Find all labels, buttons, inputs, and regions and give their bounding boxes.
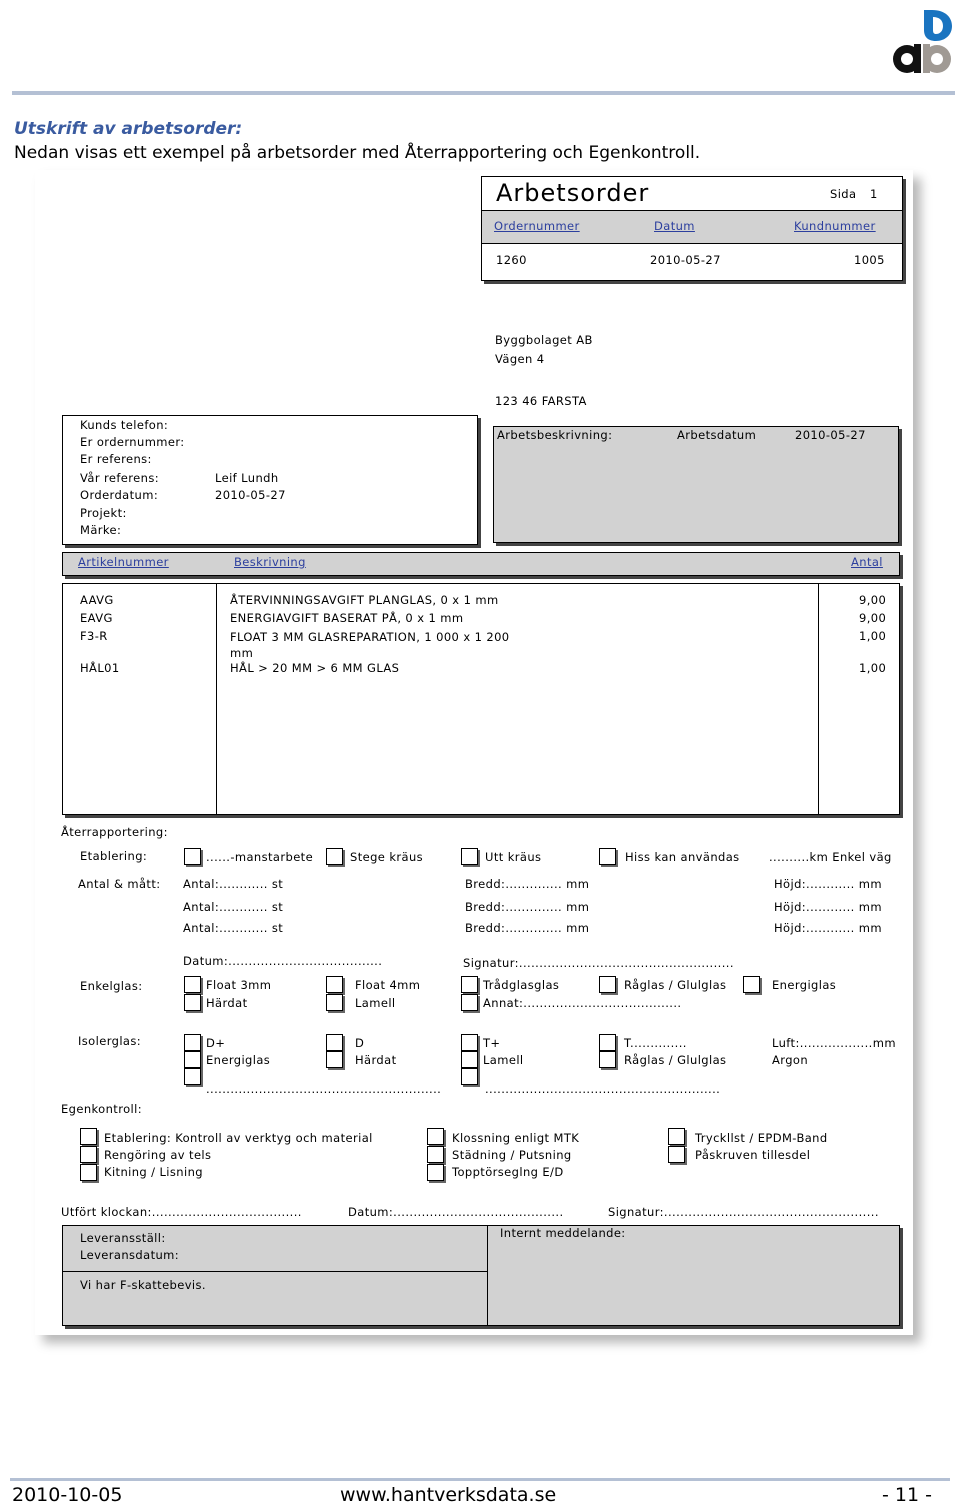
egenkontroll-checkbox[interactable]: [668, 1128, 685, 1145]
delivery-label: Leveransställ:: [80, 1231, 166, 1245]
items-header-bar: [62, 552, 900, 576]
enkelglas-option: Annat:.......................................: [483, 996, 682, 1010]
etablering-checkbox[interactable]: [184, 848, 201, 865]
enkelglas-checkbox[interactable]: [743, 976, 760, 993]
etablering-option: Hiss kan användas: [625, 850, 740, 864]
etablering-option: ..........km Enkel väg: [769, 850, 892, 864]
egenkontroll-item: Städning / Putsning: [452, 1148, 572, 1162]
order-header-box: [481, 176, 903, 281]
footer-date: 2010-10-05: [12, 1484, 123, 1506]
customer-label: Kunds telefon:: [80, 418, 169, 432]
isolerglas-option: Argon: [772, 1053, 809, 1067]
isolerglas-checkbox[interactable]: [461, 1068, 478, 1085]
egenkontroll-item: Kitning / Lisning: [104, 1165, 203, 1179]
aterrapportering-heading: Återrapportering:: [61, 825, 168, 839]
enkelglas-checkbox[interactable]: [184, 976, 201, 993]
page-number: 1: [870, 187, 878, 201]
items-header-desc: Beskrivning: [234, 555, 306, 569]
items-header-art: Artikelnummer: [78, 555, 169, 569]
delivery-box: [62, 1225, 900, 1326]
bredd-field: Bredd:.............. mm: [465, 877, 590, 891]
items-table: [62, 583, 900, 815]
isolerglas-other-line: ..........................................................: [485, 1082, 721, 1096]
etablering-checkbox[interactable]: [599, 848, 616, 865]
isolerglas-checkbox[interactable]: [599, 1051, 616, 1068]
customer-value: Leif Lundh: [215, 471, 279, 485]
utfort-klockan-line: Utfört klockan:.....................................: [61, 1205, 302, 1219]
items-header-qty: Antal: [851, 555, 883, 569]
etablering-option: Utt kräus: [485, 850, 542, 864]
antal-field: Antal:............ st: [183, 921, 284, 935]
isolerglas-checkbox[interactable]: [184, 1034, 201, 1051]
antal-field: Antal:............ st: [183, 900, 284, 914]
enkelglas-checkbox[interactable]: [326, 976, 343, 993]
customer-info-box: [62, 415, 478, 545]
column-datum: Datum: [654, 219, 695, 233]
enkelglas-option: Float 3mm: [206, 978, 272, 992]
isolerglas-option: D: [355, 1036, 365, 1050]
isolerglas-other-line: ..........................................................: [206, 1082, 442, 1096]
footer-url: www.hantverksdata.se: [340, 1484, 557, 1506]
bredd-field: Bredd:.............. mm: [465, 900, 590, 914]
egenkontroll-checkbox[interactable]: [427, 1128, 444, 1145]
work-description-box: [493, 426, 899, 543]
customer-label: Märke:: [80, 523, 122, 537]
address-line: Vägen 4: [495, 352, 545, 366]
egenkontroll-checkbox[interactable]: [668, 1146, 685, 1163]
item-desc: HÅL > 20 MM > 6 MM GLAS: [230, 661, 400, 675]
egenkontroll-heading: Egenkontroll:: [61, 1102, 142, 1116]
enkelglas-option: Råglas / Glulglas: [624, 978, 727, 992]
order-date: 2010-05-27: [650, 253, 721, 267]
egenkontroll-item: Rengöring av tels: [104, 1148, 212, 1162]
isolerglas-checkbox[interactable]: [461, 1051, 478, 1068]
hojd-field: Höjd:............ mm: [774, 921, 882, 935]
etablering-checkbox[interactable]: [326, 848, 343, 865]
customer-number: 1005: [854, 253, 885, 267]
item-art: EAVG: [80, 611, 113, 625]
work-date-label: Arbetsdatum: [677, 428, 757, 442]
item-desc-cont: mm: [230, 646, 254, 660]
etablering-option: Stege kräus: [350, 850, 424, 864]
internal-message-label: Internt meddelande:: [500, 1226, 626, 1240]
etablering-label: Etablering:: [80, 849, 148, 863]
address-line: Byggbolaget AB: [495, 333, 593, 347]
section-title: Utskrift av arbetsorder:: [14, 119, 243, 139]
intro-text: Nedan visas ett exempel på arbetsorder med Återrapportering och Egenkontroll.: [14, 143, 701, 163]
item-qty: 1,00: [859, 629, 887, 643]
egenkontroll-checkbox[interactable]: [80, 1164, 97, 1181]
etablering-checkbox[interactable]: [461, 848, 478, 865]
enkelglas-option: Trådglasglas: [483, 978, 560, 992]
customer-label: Vår referens:: [80, 471, 159, 485]
isolerglas-checkbox[interactable]: [461, 1034, 478, 1051]
isolerglas-option: Energiglas: [206, 1053, 271, 1067]
egenkontroll-item: Klossning enligt MTK: [452, 1131, 580, 1145]
page-label: Sida: [830, 187, 857, 201]
customer-label: Er ordernummer:: [80, 435, 185, 449]
isolerglas-option: T+: [483, 1036, 501, 1050]
isolerglas-checkbox[interactable]: [326, 1051, 343, 1068]
egenkontroll-checkbox[interactable]: [427, 1146, 444, 1163]
datum-sign-line: Datum:..........................................: [348, 1205, 564, 1219]
doc-title: Arbetsorder: [496, 179, 650, 207]
egenkontroll-checkbox[interactable]: [427, 1164, 444, 1181]
customer-label: Projekt:: [80, 506, 127, 520]
egenkontroll-checkbox[interactable]: [80, 1128, 97, 1145]
egenkontroll-item: Etablering: Kontroll av verktyg och material: [104, 1131, 373, 1145]
customer-value: 2010-05-27: [215, 488, 286, 502]
item-art: AAVG: [80, 593, 114, 607]
item-desc: ÅTERVINNINGSAVGIFT PLANGLAS, 0 x 1 mm: [230, 593, 499, 607]
etablering-option: ......-manstarbete: [206, 850, 314, 864]
work-order-document: [35, 170, 913, 1335]
column-kundnummer: Kundnummer: [794, 219, 876, 233]
egenkontroll-item: Topptörseglng E/D: [452, 1165, 564, 1179]
column-ordernummer: Ordernummer: [494, 219, 580, 233]
item-art: HÅL01: [80, 661, 120, 675]
order-columns-bar: [482, 210, 902, 244]
enkelglas-checkbox[interactable]: [184, 994, 201, 1011]
hojd-field: Höjd:............ mm: [774, 900, 882, 914]
egenkontroll-checkbox[interactable]: [80, 1146, 97, 1163]
customer-label: Er referens:: [80, 452, 152, 466]
item-qty: 9,00: [859, 593, 887, 607]
enkelglas-checkbox[interactable]: [326, 994, 343, 1011]
bredd-field: Bredd:.............. mm: [465, 921, 590, 935]
item-art: F3-R: [80, 629, 108, 643]
enkelglas-checkbox[interactable]: [461, 976, 478, 993]
isolerglas-option: T..............: [624, 1036, 687, 1050]
datum-line: Datum:......................................: [183, 954, 383, 968]
item-desc: FLOAT 3 MM GLASREPARATION, 1 000 x 1 200: [230, 630, 510, 644]
header-divider: [12, 91, 955, 95]
isolerglas-option: D+: [206, 1036, 226, 1050]
company-logo: [890, 6, 952, 76]
order-number: 1260: [496, 253, 527, 267]
isolerglas-option: Härdat: [355, 1053, 397, 1067]
enkelglas-checkbox[interactable]: [599, 976, 616, 993]
isolerglas-checkbox[interactable]: [184, 1051, 201, 1068]
item-desc: ENERGIAVGIFT BASERAT PÅ, 0 x 1 mm: [230, 611, 464, 625]
isolerglas-option: Råglas / Glulglas: [624, 1053, 727, 1067]
antal-field: Antal:............ st: [183, 877, 284, 891]
isolerglas-checkbox[interactable]: [326, 1034, 343, 1051]
isolerglas-checkbox[interactable]: [184, 1068, 201, 1085]
enkelglas-option: Energiglas: [772, 978, 837, 992]
isolerglas-option: Lamell: [483, 1053, 524, 1067]
enkelglas-checkbox[interactable]: [461, 994, 478, 1011]
enkelglas-label: Enkelglas:: [80, 979, 143, 993]
isolerglas-option: Luft:..................mm: [772, 1036, 896, 1050]
egenkontroll-item: Påskruven tillesdel: [695, 1148, 811, 1162]
signatur-line: Signatur:.....................................................: [463, 956, 734, 970]
footer-page: - 11 -: [882, 1484, 932, 1506]
item-qty: 9,00: [859, 611, 887, 625]
work-date: 2010-05-27: [795, 428, 866, 442]
signatur-sign-line: Signatur:.....................................................: [608, 1205, 879, 1219]
enkelglas-option: Float 4mm: [355, 978, 421, 992]
isolerglas-label: Isolerglas:: [78, 1034, 142, 1048]
hojd-field: Höjd:............ mm: [774, 877, 882, 891]
delivery-label: Leveransdatum:: [80, 1248, 180, 1262]
f-skatt-text: Vi har F-skattebevis.: [80, 1278, 206, 1292]
enkelglas-option: Härdat: [206, 996, 248, 1010]
antal-matt-label: Antal & mått:: [78, 877, 161, 891]
address-line: 123 46 FARSTA: [495, 394, 587, 408]
footer-divider: [10, 1478, 950, 1481]
enkelglas-option: Lamell: [355, 996, 396, 1010]
egenkontroll-item: Tryckllst / EPDM-Band: [695, 1131, 828, 1145]
item-qty: 1,00: [859, 661, 887, 675]
work-desc-label: Arbetsbeskrivning:: [497, 428, 613, 442]
customer-label: Orderdatum:: [80, 488, 159, 502]
isolerglas-checkbox[interactable]: [599, 1034, 616, 1051]
